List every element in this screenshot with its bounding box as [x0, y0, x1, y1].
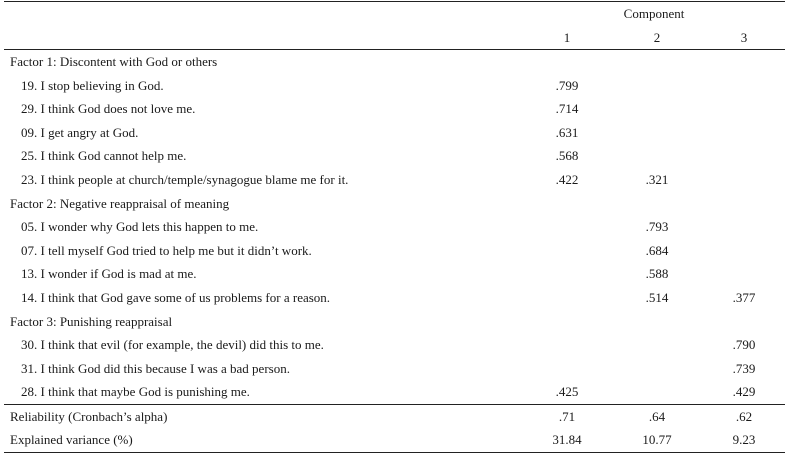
table-row: [4, 262, 785, 286]
item-label: 05. I wonder why God lets this happen to me.: [21, 219, 259, 235]
header-row-component: [4, 2, 785, 26]
table-body: [4, 50, 785, 404]
stat-label: Reliability (Cronbach’s alpha): [10, 408, 168, 424]
table-row: [4, 144, 785, 168]
factor-title: Factor 1: Discontent with God or others: [10, 54, 218, 69]
table-row: [4, 333, 785, 357]
loading-c2: .793: [645, 219, 669, 235]
loading-c3: .739: [732, 360, 756, 376]
bottom-rule: [4, 452, 785, 453]
table-row: [4, 215, 785, 239]
loading-c1: .425: [555, 384, 579, 400]
factor-heading-row: [4, 192, 785, 216]
table-row: [4, 121, 785, 145]
stat-c3: .62: [735, 408, 753, 424]
loading-c1: .568: [555, 148, 579, 164]
item-label: 23. I think people at church/temple/synagogue blame me for it.: [21, 171, 349, 187]
table-row: [4, 286, 785, 310]
factor-heading-row: [4, 50, 785, 74]
loading-c1: .714: [555, 101, 579, 117]
item-label: 14. I think that God gave some of us problems for a reason.: [21, 289, 331, 305]
stat-c2: 10.77: [642, 432, 672, 448]
component-header: Component: [623, 6, 685, 21]
factor-title: Factor 2: Negative reappraisal of meaning: [10, 195, 230, 211]
column-header-1: 1: [563, 30, 571, 45]
loading-c2: .684: [645, 242, 669, 258]
item-label: 19. I stop believing in God.: [21, 77, 164, 93]
table-row: [4, 239, 785, 263]
loading-c1: .422: [555, 171, 579, 187]
factor-heading-row: [4, 310, 785, 334]
table-row: [4, 74, 785, 98]
factor-loadings-table: [4, 1, 785, 453]
table-row: [4, 357, 785, 381]
item-label: 30. I think that evil (for example, the devil) did this to me.: [21, 337, 324, 353]
reliability-row: [4, 405, 785, 429]
item-label: 25. I think God cannot help me.: [21, 148, 187, 164]
table-row: [4, 168, 785, 192]
item-label: 31. I think God did this because I was a bad person.: [21, 360, 290, 376]
loading-c3: .429: [732, 384, 756, 400]
stat-c1: 31.84: [552, 432, 582, 448]
column-header-3: 3: [740, 30, 748, 45]
stat-c1: .71: [558, 408, 576, 424]
item-label: 09. I get angry at God.: [21, 124, 139, 140]
header-row-columns: [4, 26, 785, 49]
loading-c3: .790: [732, 337, 756, 353]
explained-variance-row: [4, 428, 785, 452]
factor-title: Factor 3: Punishing reappraisal: [10, 313, 173, 329]
loading-c2: .514: [645, 289, 669, 305]
table-row: [4, 97, 785, 121]
loading-c1: .631: [555, 124, 579, 140]
stat-c2: .64: [648, 408, 666, 424]
stat-c3: 9.23: [732, 432, 756, 448]
table-row: [4, 380, 785, 404]
loading-c3: .377: [732, 289, 756, 305]
column-header-2: 2: [653, 30, 661, 45]
item-label: 07. I tell myself God tried to help me but it didn’t work.: [21, 242, 312, 258]
loading-c2: .588: [645, 266, 669, 282]
stat-label: Explained variance (%): [10, 432, 133, 448]
loading-c1: .799: [555, 77, 579, 93]
loading-c2: .321: [645, 171, 669, 187]
item-label: 29. I think God does not love me.: [21, 101, 196, 117]
item-label: 13. I wonder if God is mad at me.: [21, 266, 197, 282]
item-label: 28. I think that maybe God is punishing me.: [21, 384, 250, 400]
